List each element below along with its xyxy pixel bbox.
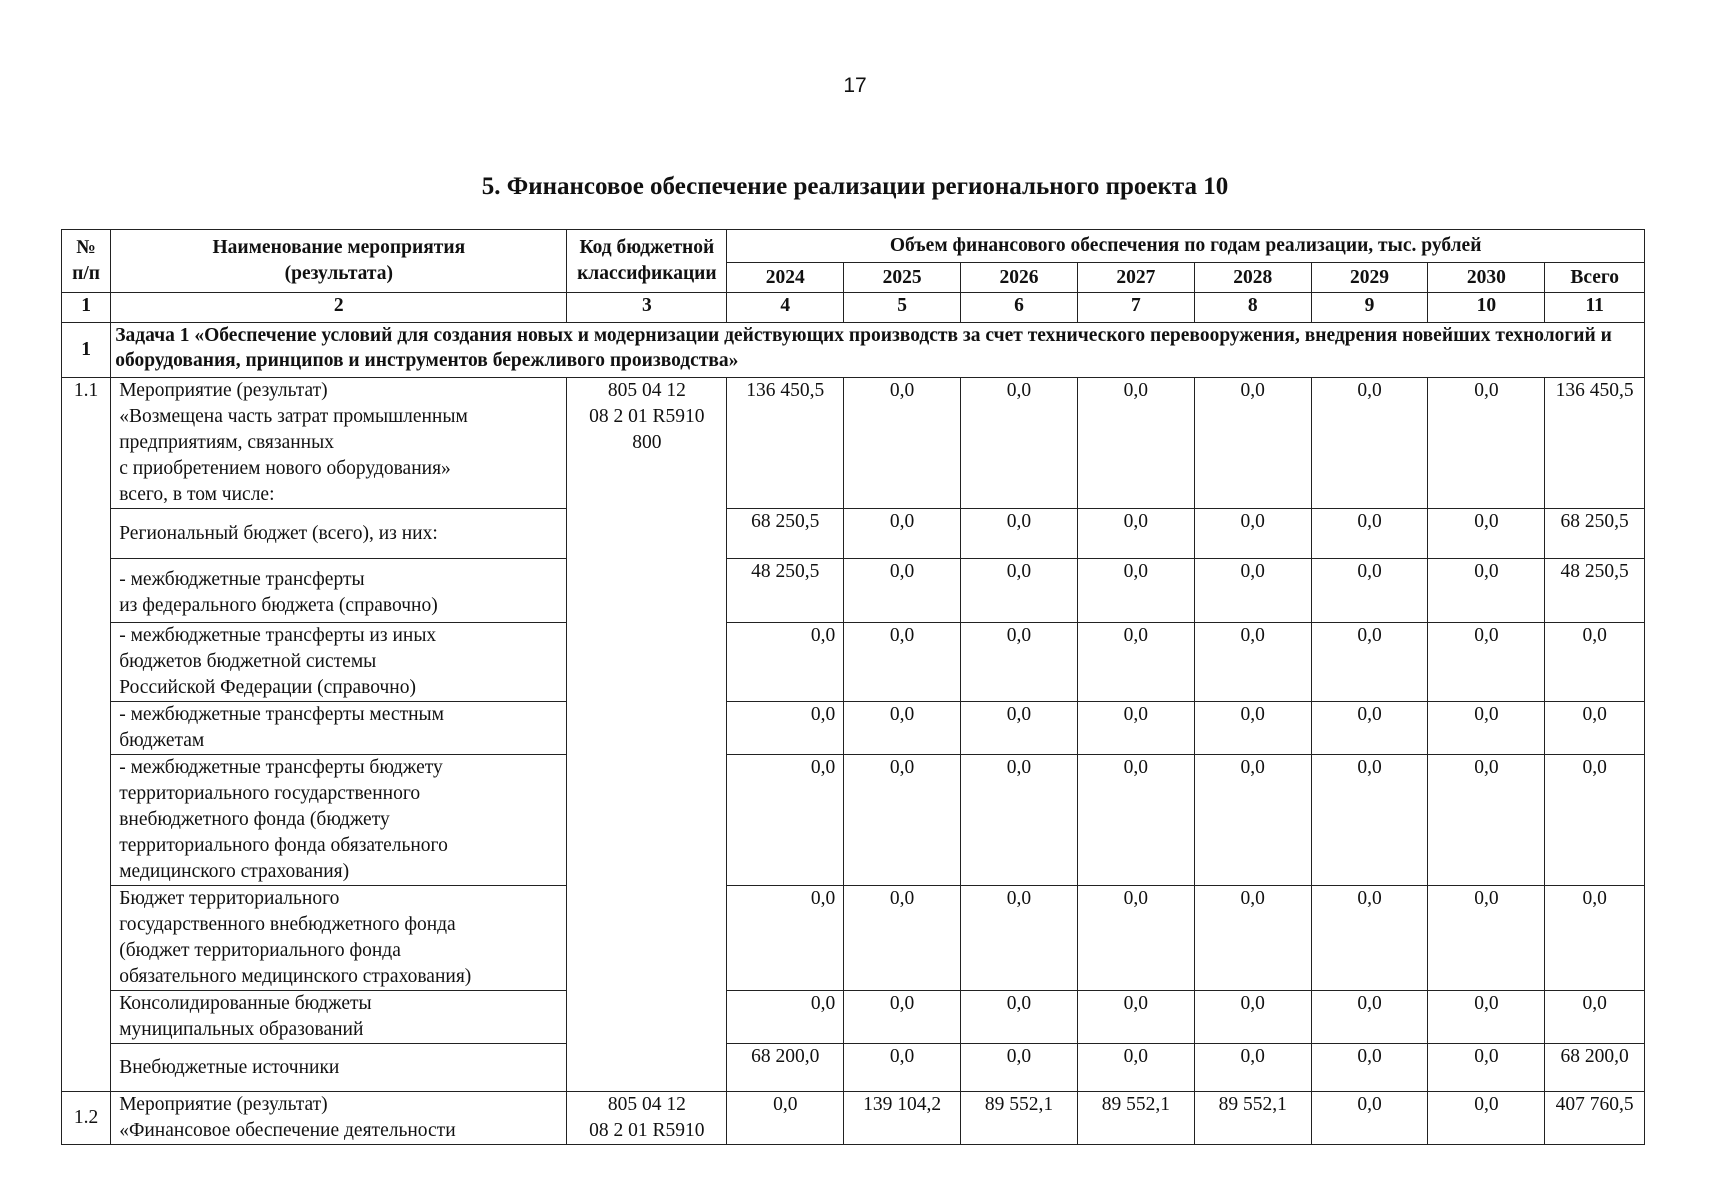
value-cell: 0,0 — [1194, 559, 1311, 623]
value-cell: 0,0 — [961, 755, 1078, 886]
table-row — [62, 886, 1645, 991]
value-cell: 0,0 — [1077, 509, 1194, 559]
financing-table — [61, 229, 1645, 1145]
value-cell: 0,0 — [727, 886, 844, 991]
value-cell: 68 200,0 — [727, 1044, 844, 1092]
total-cell: 136 450,5 — [1545, 378, 1645, 509]
total-cell: 48 250,5 — [1545, 559, 1645, 623]
row-name: Консолидированные бюджеты муниципальных образований — [111, 991, 567, 1044]
row-name: Мероприятие (результат) «Финансовое обеспечение деятельности — [111, 1092, 567, 1145]
row-name: - межбюджетные трансферты бюджету территориального государственного внебюджетного фонда (бюджету территориального фонда обязательного медицинского страхования) — [111, 755, 567, 886]
value-cell: 0,0 — [1311, 378, 1428, 509]
item-number: 1.1 — [62, 378, 111, 1092]
value-cell: 0,0 — [1311, 623, 1428, 702]
header-row-1 — [62, 230, 1645, 263]
value-cell: 0,0 — [1311, 559, 1428, 623]
value-cell: 0,0 — [727, 1092, 844, 1145]
value-cell: 136 450,5 — [727, 378, 844, 509]
value-cell: 0,0 — [844, 559, 961, 623]
value-cell: 89 552,1 — [961, 1092, 1078, 1145]
value-cell: 0,0 — [1194, 509, 1311, 559]
page-title: 5. Финансовое обеспечение реализации регионального проекта 10 — [481, 173, 1229, 200]
value-cell: 0,0 — [1194, 886, 1311, 991]
value-cell: 0,0 — [1428, 755, 1545, 886]
value-cell: 0,0 — [727, 623, 844, 702]
column-number: 5 — [844, 293, 961, 323]
value-cell: 0,0 — [844, 702, 961, 755]
value-cell: 0,0 — [961, 886, 1078, 991]
value-cell: 48 250,5 — [727, 559, 844, 623]
task-row — [62, 323, 1645, 378]
column-number: 4 — [727, 293, 844, 323]
column-number: 11 — [1545, 293, 1645, 323]
value-cell: 89 552,1 — [1077, 1092, 1194, 1145]
value-cell: 0,0 — [1077, 623, 1194, 702]
row-name: Региональный бюджет (всего), из них: — [111, 509, 567, 559]
row-name: Мероприятие (результат) «Возмещена часть затрат промышленным предприятиям, связанных с приобретением нового оборудования» всего, в том числе: — [111, 378, 567, 509]
row-name: Бюджет территориального государственного внебюджетного фонда (бюджет территориального фонда обязательного медицинского страхования) — [111, 886, 567, 991]
column-number: 6 — [961, 293, 1078, 323]
header-num: № п/п — [62, 230, 111, 293]
value-cell: 0,0 — [844, 1044, 961, 1092]
table-row — [62, 702, 1645, 755]
task-number: 1 — [62, 323, 111, 378]
total-cell: 68 200,0 — [1545, 1044, 1645, 1092]
header-name: Наименование мероприятия (результата) — [111, 230, 567, 293]
value-cell: 0,0 — [844, 509, 961, 559]
column-number: 3 — [567, 293, 727, 323]
table-row — [62, 1092, 1645, 1145]
value-cell: 0,0 — [844, 886, 961, 991]
header-year: 2030 — [1428, 263, 1545, 293]
value-cell: 0,0 — [1311, 509, 1428, 559]
value-cell: 0,0 — [1428, 1092, 1545, 1145]
value-cell: 0,0 — [1311, 991, 1428, 1044]
value-cell: 0,0 — [1428, 886, 1545, 991]
row-name: Внебюджетные источники — [111, 1044, 567, 1092]
value-cell: 0,0 — [727, 991, 844, 1044]
row-name: - межбюджетные трансферты из иных бюджетов бюджетной системы Российской Федерации (справочно) — [111, 623, 567, 702]
value-cell: 0,0 — [961, 991, 1078, 1044]
value-cell: 0,0 — [1428, 509, 1545, 559]
total-cell: 0,0 — [1545, 991, 1645, 1044]
total-cell: 0,0 — [1545, 755, 1645, 886]
table-row — [62, 1044, 1645, 1092]
task-text: Задача 1 «Обеспечение условий для создания новых и модернизации действующих производств за счет технического перевооружения, внедрения новейших технологий и оборудования, принципов и инструментов бережливого производства» — [111, 323, 1645, 378]
header-year: 2029 — [1311, 263, 1428, 293]
value-cell: 0,0 — [1194, 991, 1311, 1044]
header-year: 2026 — [961, 263, 1078, 293]
value-cell: 0,0 — [1077, 559, 1194, 623]
total-cell: 0,0 — [1545, 623, 1645, 702]
budget-code: 805 04 12 08 2 01 R5910 — [567, 1092, 727, 1145]
total-cell: 0,0 — [1545, 886, 1645, 991]
value-cell: 0,0 — [1428, 702, 1545, 755]
value-cell: 0,0 — [1311, 1044, 1428, 1092]
value-cell: 0,0 — [727, 702, 844, 755]
column-number: 7 — [1077, 293, 1194, 323]
value-cell: 0,0 — [1428, 1044, 1545, 1092]
value-cell: 89 552,1 — [1194, 1092, 1311, 1145]
total-cell: 0,0 — [1545, 702, 1645, 755]
value-cell: 0,0 — [1194, 702, 1311, 755]
table-row — [62, 755, 1645, 886]
row-name: - межбюджетные трансферты из федерального бюджета (справочно) — [111, 559, 567, 623]
header-year: 2028 — [1194, 263, 1311, 293]
value-cell: 0,0 — [727, 755, 844, 886]
table-row — [62, 559, 1645, 623]
value-cell: 0,0 — [1194, 1044, 1311, 1092]
value-cell: 0,0 — [844, 378, 961, 509]
value-cell: 0,0 — [961, 559, 1078, 623]
header-volume: Объем финансового обеспечения по годам реализации, тыс. рублей — [727, 230, 1645, 263]
budget-code: 805 04 12 08 2 01 R5910 800 — [567, 378, 727, 1092]
page-number: 17 — [843, 74, 867, 97]
value-cell: 0,0 — [1194, 755, 1311, 886]
table-row — [62, 509, 1645, 559]
value-cell: 0,0 — [1194, 378, 1311, 509]
value-cell: 0,0 — [844, 623, 961, 702]
total-cell: 407 760,5 — [1545, 1092, 1645, 1145]
value-cell: 0,0 — [1077, 702, 1194, 755]
header-year: 2025 — [844, 263, 961, 293]
value-cell: 0,0 — [1428, 991, 1545, 1044]
column-number-row — [62, 293, 1645, 323]
value-cell: 0,0 — [1194, 623, 1311, 702]
table-row — [62, 623, 1645, 702]
column-number: 9 — [1311, 293, 1428, 323]
header-total: Всего — [1545, 263, 1645, 293]
row-name: - межбюджетные трансферты местным бюджетам — [111, 702, 567, 755]
header-code: Код бюджетной классификации — [567, 230, 727, 293]
value-cell: 0,0 — [1311, 886, 1428, 991]
value-cell: 0,0 — [1428, 623, 1545, 702]
value-cell: 0,0 — [1077, 886, 1194, 991]
value-cell: 0,0 — [1311, 755, 1428, 886]
value-cell: 0,0 — [1077, 378, 1194, 509]
value-cell: 0,0 — [1311, 1092, 1428, 1145]
value-cell: 0,0 — [1311, 702, 1428, 755]
value-cell: 0,0 — [961, 378, 1078, 509]
column-number: 10 — [1428, 293, 1545, 323]
column-number: 8 — [1194, 293, 1311, 323]
value-cell: 0,0 — [844, 991, 961, 1044]
value-cell: 0,0 — [1077, 991, 1194, 1044]
value-cell: 0,0 — [1077, 1044, 1194, 1092]
item-number: 1.2 — [62, 1092, 111, 1145]
table-row — [62, 991, 1645, 1044]
value-cell: 0,0 — [961, 509, 1078, 559]
value-cell: 0,0 — [1428, 378, 1545, 509]
column-number: 2 — [111, 293, 567, 323]
header-year: 2027 — [1077, 263, 1194, 293]
value-cell: 0,0 — [961, 702, 1078, 755]
header-year: 2024 — [727, 263, 844, 293]
column-number: 1 — [62, 293, 111, 323]
value-cell: 139 104,2 — [844, 1092, 961, 1145]
value-cell: 0,0 — [1428, 559, 1545, 623]
value-cell: 0,0 — [844, 755, 961, 886]
value-cell: 68 250,5 — [727, 509, 844, 559]
value-cell: 0,0 — [1077, 755, 1194, 886]
table-row — [62, 378, 1645, 509]
value-cell: 0,0 — [961, 623, 1078, 702]
value-cell: 0,0 — [961, 1044, 1078, 1092]
total-cell: 68 250,5 — [1545, 509, 1645, 559]
